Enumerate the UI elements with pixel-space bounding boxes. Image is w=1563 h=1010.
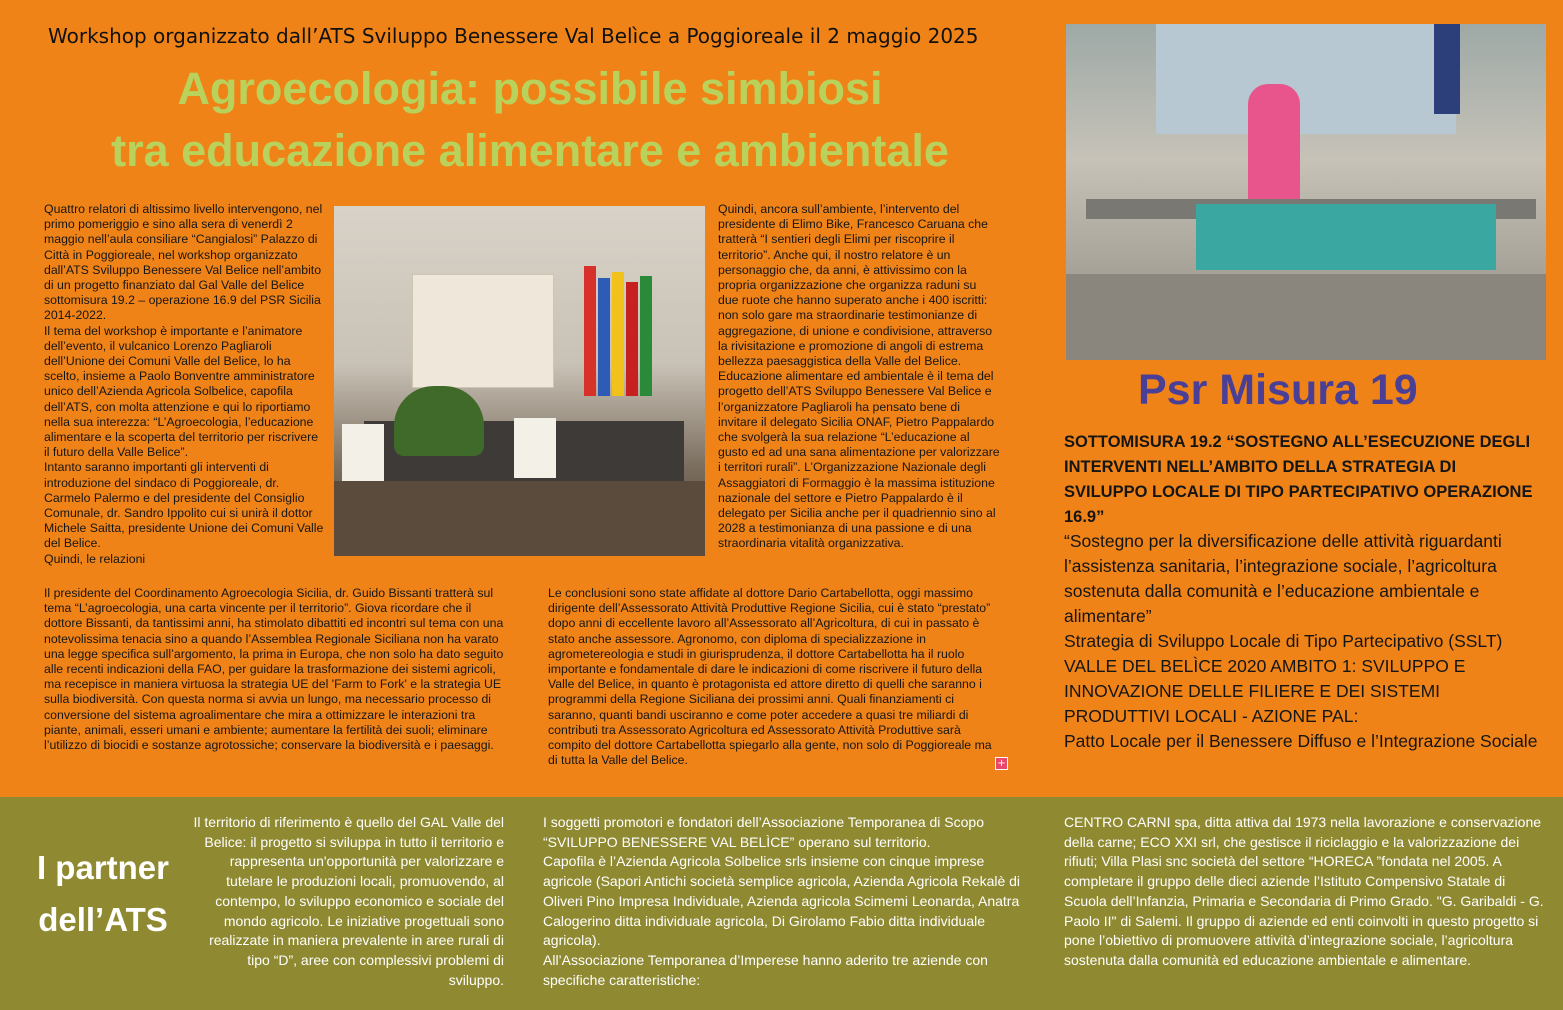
- paragraph: I soggetti promotori e fondatori dell’Associazione Temporanea di Scopo “SVILUPPO BENESSERE VAL BELÌCE” operano sul territorio.: [543, 814, 984, 850]
- speaker: [1248, 84, 1300, 214]
- paragraph: Quindi, le relazioni: [44, 551, 146, 566]
- misura-title: Psr Misura 19: [1138, 366, 1418, 414]
- wall-map: [1156, 24, 1456, 134]
- paragraph: Il tema del workshop è importante e l’animatore dell’evento, il vulcanico Lorenzo Pagliaroli dell’Unione dei Comuni Valle del Belice, lo ha scelto, insieme a Paolo Bonventre amministratore unico dell’Azienda Agricola Solbelice, capofila dell’ATS, con molta attenzione e qui lo riportiamo nella sua interezza: “L’Agroecologia, l’educazione alimentare e la scoperta del territorio per riscrivere il futuro della Valle Belice”.: [44, 323, 319, 460]
- partner-text-2: [543, 813, 1021, 990]
- headline-line-1: Agroecologia: possibile simbiosi: [177, 63, 883, 114]
- paragraph: Il presidente del Coordinamento Agroecologia Sicilia, dr. Guido Bissanti tratterà sul tema “L’agroecologia, una carta vincente per il territorio”. Giova ricordare che il dottore Bissanti, da tantissimi anni, ha stimolato dibattiti ed incontri sul tema con una notevolissima tenacia sino a quando l’Assemblea Regionale Siciliana non ha varato una legge specifica sull’argomento, la prima in Europa, che non solo ha dato seguito alle recenti indicazioni della FAO, per guidare la trasformazione dei sistemi agricoli, ma recepisce in maniera virtuosa la strategia UE del 'Farm to Fork' e la strategia UE sulla biodiversità. Con questa norma si avvia un lungo, ma necessario processo di conversione del sistema agroalimentare che mira a ottimizzare le interazioni tra piante, animali, esseri umani e ambiente; aumentare la fertilità dei suoli; eliminare l’utilizzo di biocidi e sostanze agrotossiche; conservare la biodiversità e i paesaggi.: [44, 586, 504, 753]
- floor: [334, 481, 705, 556]
- partner-text-3: CENTRO CARNI spa, ditta attiva dal 1973 nella lavorazione e conservazione della carne; ECO XXI srl, che gestisce il riciclaggio e la valorizzazione dei rifiuti; Villa Plasi snc società del settore “HORECA ”fondata nel 2005. A completare il gruppo delle dieci aziende l’Istituto Compensivo Statale di Scuola dell’Infanzia, Primaria e Secondaria di Primo Grado. "G. Garibaldi - G. Paolo II" di Salemi. Il gruppo di aziende ed enti coinvolti in questo progetto si pone l’obiettivo di promuovere attività d’integrazione sociale, l’agricoltura sostenuta dalla comunità ed educazione ambientale e alimentare.: [1064, 814, 1544, 968]
- paragraph: Intanto saranno importanti gli interventi di introduzione del sindaco di Poggioreale, dr. Carmelo Palermo e del presidente del Consiglio Comunale, dr. Sandro Ippolito cui si unirà il dottor Michele Saitta, presidente Unione dei Comuni Valle del Belice.: [44, 460, 324, 551]
- floor: [1066, 274, 1546, 360]
- plant: [394, 386, 484, 456]
- paragraph: Quattro relatori di altissimo livello intervengono, nel primo pomeriggio e sino alla sera di venerdì 2 maggio nell’aula consiliare “Cangialosi” Palazzo di Città in Poggioreale, nel workshop organizzato dall’ATS Sviluppo Benessere Val Belice nell’ambito di un progetto finanziato dal Gal Valle del Belice sottomisura 19.2 – operazione 16.9 del PSR Sicilia 2014-2022.: [44, 202, 323, 323]
- paragraph: Educazione alimentare ed ambientale è il tema del progetto dell’ATS Sviluppo Benessere Val Belice e l’organizzatore Pagliaroli ha pensato bene di invitare il delegato Sicilia ONAF, Pietro Pappalardo che svolgerà la sua relazione “L’educazione al gusto ed ad una sana alimentazione per valorizzare i territori rurali”. L’Organizzazione Nazionale degli Assaggiatori di Formaggio è la massima istituzione nazionale del settore e Pietro Pappalardo è il delegato per Sicilia anche per il quadriennio sino al 2028 a testimonianza di una passione e di una straordinaria vitalità organizzativa.: [718, 369, 1000, 551]
- paragraph: Le conclusioni sono state affidate al dottore Dario Cartabellotta, oggi massimo dirigente dell’Assessorato Attività Produttive Regione Sicilia, cui è stato “prestato” dopo anni di eccellente lavoro all’Assessorato all’Agricoltura, di cui in passato è stato anche assessore. Agronomo, con diploma di specializzazione in agrometereologia e studi in giurisprudenza, il dottore Cartabellotta ha il ruolo importante e fondamentale di dare le indicazioni di come riscrivere il futuro della Valle del Belice, in quanto è protagonista ed attore diretto di quelli che saranno i programmi della Regione Siciliana dei prossimi anni. Quali finanziamenti ci saranno, quanti bandi usciranno e come poter accedere a quasi tre miliardi di contributi tra Assessorato Agricoltura ed Assessorato Attività Produttive sarà compito del dottore Cartabellotta spiegarlo alla gente, non solo di Poggioreale ma di tutta la Valle del Belice.: [548, 586, 992, 768]
- conference-photo: [334, 206, 705, 556]
- partner-text-1: Il territorio di riferimento è quello del GAL Valle del Belice: il progetto si sviluppa in tutto il territorio e rappresenta un'opportunità per valorizzare e tutelare le produzioni locali, promuovendo, al contempo, lo sviluppo economico e sociale del mondo agricolo. Le iniziative progettuali sono realizzate in maniera prevalente in aree rurali di tipo “D”, aree con complessivi problemi di sviluppo.: [193, 814, 504, 988]
- headline: [20, 58, 1040, 182]
- patto-locale: Patto Locale per il Benessere Diffuso e l’Integrazione Sociale: [1064, 731, 1538, 751]
- posters: [1196, 204, 1496, 270]
- paragraph: Quindi, ancora sull’ambiente, l’intervento del presidente di Elimo Bike, Francesco Caruana che tratterà “I sentieri degli Elimi per riscoprire il territorio”. Anche qui, il nostro relatore è un personaggio che, da anni, è attivissimo con la propria organizzazione che organizza raduni su due ruote che hanno superato anche i 400 iscritti: non solo gare ma straordinarie testimonianze di aggregazione, di unione e condivisione, attraverso la rivisitazione e promozione di angoli di estrema bellezza paesaggistica della Valle del Belice.: [718, 202, 993, 369]
- paragraph: Capofila è l’Azienda Agricola Solbelice srls insieme con cinque imprese agricole (Sapori Antichi società semplice agricola, Azienda Agricola Rekalè di Oliveri Pino Impresa Individuale, Azienda agricola Scimemi Leonarda, Anatra Calogerino ditta individuale agricola, Di Girolamo Fabio ditta individuale agricola).: [543, 853, 1021, 949]
- overline: Workshop organizzato dall’ATS Sviluppo Benessere Val Belìce a Poggioreale il 2 maggio 2025: [48, 24, 979, 48]
- article-column-2-lower: [548, 586, 1000, 768]
- strategia: Strategia di Sviluppo Locale di Tipo Partecipativo (SSLT): [1064, 631, 1503, 651]
- article-column-1-lower: [44, 586, 506, 753]
- speaker-photo: [1066, 24, 1546, 360]
- article-column-1: [44, 202, 326, 567]
- sottomisura: SOTTOMISURA 19.2 “SOSTEGNO ALL’ESECUZIONE DEGLI INTERVENTI NELL’AMBITO DELLA STRATEGIA DI SVILUPPO LOCALE DI TIPO PARTECIPATIVO OPERAZIONE 16.9”: [1064, 433, 1533, 526]
- article-column-2: [718, 202, 1000, 552]
- flags: [584, 266, 596, 396]
- headline-line-2: tra educazione alimentare e ambientale: [111, 125, 949, 176]
- projection-screen: [412, 274, 554, 388]
- paragraph: All’Associazione Temporanea d’Imperese hanno aderito tre aziende con specifiche caratteristiche:: [543, 951, 988, 988]
- partner-heading: I partner dell’ATS: [36, 849, 170, 938]
- poster: [514, 418, 556, 478]
- quote: “Sostegno per la diversificazione delle attività riguardanti l’assistenza sanitaria, l’integrazione sociale, l’agricoltura sostenuta dalla comunità e l’educazione ambientale e alimentare”: [1064, 531, 1502, 626]
- valle-del-belice: VALLE DEL BELÌCE 2020 AMBITO 1: SVILUPPO E INNOVAZIONE DELLE FILIERE E DEI SISTEMI PRODUTTIVI LOCALI - AZIONE PAL:: [1064, 656, 1466, 726]
- plus-icon: +: [995, 757, 1008, 770]
- banner: [1434, 24, 1460, 114]
